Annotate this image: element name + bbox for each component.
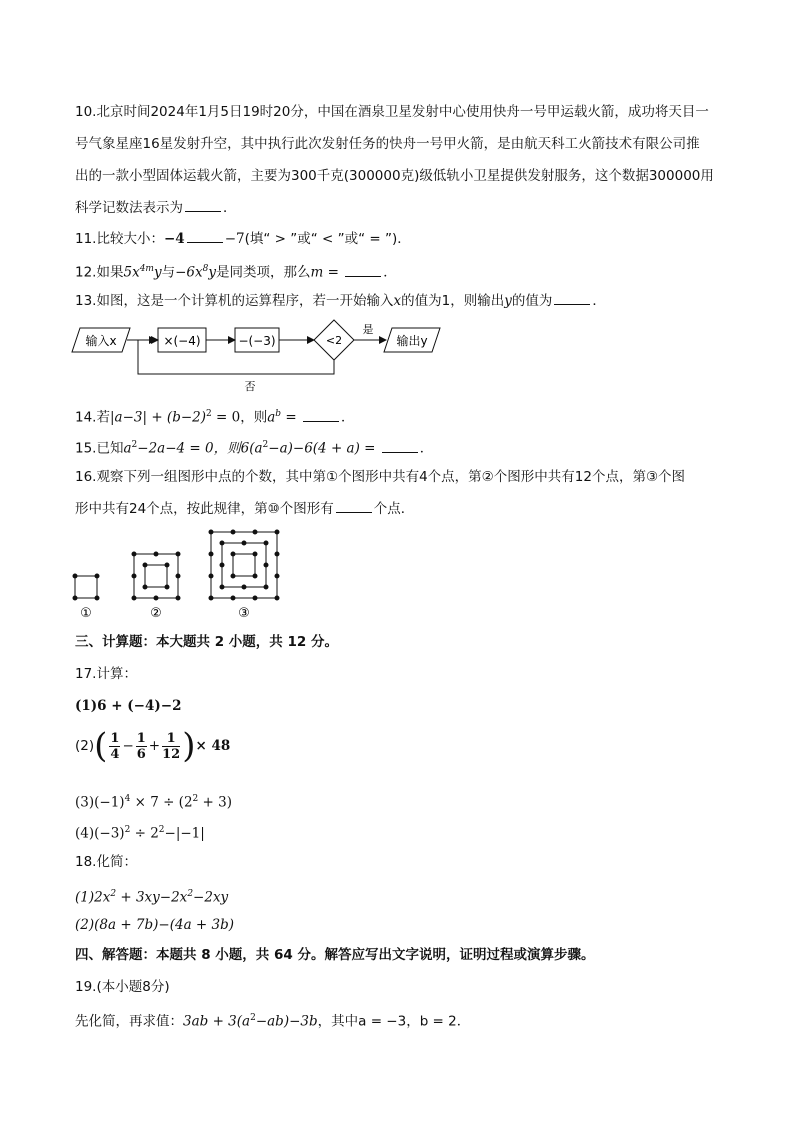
q15-prefix: 15.已知	[75, 440, 124, 457]
flow-no-label: 否	[244, 380, 256, 393]
q12-suffix: 是同类项，那么	[215, 264, 311, 281]
q10-line2: 号气象星座16星发射升空，其中执行此次发射任务的快舟一号甲火箭，是由航天科工火箭技术有限公司推	[75, 136, 700, 152]
fraction	[109, 731, 120, 762]
figure-3	[209, 530, 279, 600]
q17-p4-exp2: 2	[158, 825, 165, 835]
q10-line3: 出的一款小型固体运载火箭，主要为300千克(300000克)级低轨小卫星提供发射服务，这个数据300000用	[75, 168, 714, 184]
q15-expr1: a	[123, 440, 132, 457]
q15-expr2: −a)−6(4 + a) =	[268, 440, 380, 457]
q15: 15.已知$a^2-2a-4 = 0$，则$6(a^2-a)-6(4 + a)$ = ．	[75, 435, 433, 459]
q12-term1-exp: 4m	[139, 264, 154, 274]
q12-var: m	[310, 264, 324, 281]
numerator: 1	[110, 730, 120, 746]
q16-figures	[68, 528, 288, 620]
q17-part2	[75, 726, 230, 766]
q11	[75, 228, 411, 249]
q12-term1-y: y	[153, 264, 162, 281]
q19-exp: 2	[250, 1013, 256, 1023]
q12-term2-exp: 8	[202, 264, 209, 274]
q13-flowchart	[70, 318, 450, 396]
q19-heading: 19.(本小题8分)	[75, 979, 170, 995]
q18-p1-exp2: 2	[187, 889, 194, 899]
q13	[75, 290, 606, 311]
answer-blank[interactable]	[382, 438, 418, 453]
q16-line2	[75, 498, 414, 519]
q18-p1-exp1: 2	[110, 889, 117, 899]
q12-term2-y: y	[208, 264, 216, 281]
q19-cond: ，其中a = −3，b = 2．	[317, 1013, 471, 1030]
q14-end: ．	[340, 409, 355, 426]
q17-heading: 17.计算：	[75, 666, 137, 682]
answer-blank[interactable]	[554, 290, 590, 305]
q19-expr: 3ab + 3(a	[183, 1013, 251, 1030]
answer-blank[interactable]	[185, 197, 221, 212]
figure-2	[132, 552, 180, 600]
section-3-heading: 三、计算题：本大题共 2 小题，共 12 分。	[75, 634, 338, 650]
q17-p3-exp2: 2	[192, 794, 199, 804]
q11-b: −7	[224, 231, 245, 247]
figure-label-3: ③	[238, 606, 250, 620]
flow-cond-label: <2	[325, 334, 343, 347]
figure-1	[73, 574, 99, 600]
q18-part2: (2)(8a + 7b)−(4a + 3b)	[75, 917, 235, 933]
flow-op1-label: ×(−4)	[163, 334, 201, 348]
q15-expr1b: −2a−4 = 0，则6(a	[137, 440, 263, 457]
q13-y: y	[504, 293, 512, 309]
q16-line1: 16.观察下列一组图形中点的个数，其中第①个图形中共有4个点，第②个图形中共有12个点，第③个图	[75, 469, 686, 485]
figure-label-2: ②	[150, 606, 162, 620]
q14-expr: |a−3| + (b−2)	[109, 409, 207, 426]
flow-input-label: 输入x	[85, 334, 117, 348]
fraction	[162, 731, 180, 762]
q11-suffix: (填“ > ”或“ < ”或“ = ”)．	[244, 231, 411, 247]
flow-op2-label: −(−3)	[238, 334, 276, 348]
q14	[75, 404, 354, 428]
denominator: 4	[110, 746, 120, 762]
q18-part1	[75, 884, 228, 908]
q14-bexp: b	[275, 409, 282, 419]
q19-text: 先化简，再求值：	[75, 1013, 183, 1030]
q13-end: ．	[592, 293, 606, 309]
q13-x: x	[393, 293, 402, 309]
q17-p3-b: × 7 ÷ (2	[130, 794, 193, 811]
q10-line4	[75, 197, 237, 218]
operator: +	[148, 738, 161, 754]
numerator: 1	[136, 730, 146, 746]
q17-p2-prefix: (2)	[75, 738, 95, 754]
answer-blank[interactable]	[187, 228, 223, 243]
q12	[75, 259, 397, 283]
numerator: 1	[162, 731, 180, 747]
q18-p1-b: + 3xy−2x	[116, 889, 188, 906]
flow-output-label: 输出y	[396, 334, 428, 348]
q16-text-a: 形中共有24个点，按此规律，第⑩个图形有	[75, 501, 334, 517]
figure-label-1: ①	[80, 606, 92, 620]
q10-line1: 10.北京时间2024年1月5日19时20分，中国在酒泉卫星发射中心使用快舟一号甲运载火箭，成功将天目一	[75, 104, 709, 120]
q14-exp: 2	[206, 409, 212, 419]
q17-p4-a: (4)(−3)	[75, 825, 125, 842]
q15-end: ．	[419, 440, 434, 457]
q12-prefix: 12.如果	[75, 264, 124, 281]
q12-end: ．	[383, 264, 397, 281]
section-4-heading: 四、解答题：本题共 8 小题，共 64 分。解答应写出文字说明，证明过程或演算步骤。	[75, 947, 595, 963]
q19-expr2: −ab)−3b	[255, 1013, 318, 1030]
q18-heading: 18.化简：	[75, 854, 137, 870]
q17-p3-a: (3)(−1)	[75, 794, 125, 811]
q14-prefix: 14.若	[75, 409, 110, 426]
q10-end: ．	[223, 200, 237, 216]
fraction	[136, 731, 147, 762]
q17-p4-b: ÷ 2	[130, 825, 159, 842]
q12-mid: 与	[161, 264, 176, 281]
q18-p1-c: −2xy	[193, 889, 229, 906]
operator: −	[122, 738, 134, 754]
q11-prefix: 11.比较大小：	[75, 231, 164, 247]
q14-mid: = 0，则	[211, 409, 268, 426]
q12-term1: 5x	[123, 264, 140, 281]
q17-part4	[75, 820, 205, 844]
q18-p1-a: (1)2x	[75, 889, 111, 906]
q13-text3: 的值为	[511, 293, 553, 309]
q12-eq: =	[323, 264, 344, 281]
answer-blank[interactable]	[336, 498, 372, 513]
q13-text1: 13.如图，这是一个计算机的运算程序，若一开始输入	[75, 293, 394, 309]
q19-body	[75, 1008, 470, 1032]
q17-p2-tail: × 48	[195, 738, 231, 754]
q17-p3-c: + 3)	[198, 794, 233, 811]
q12-term2: −6x	[175, 264, 203, 281]
q13-text2: 的值为1，则输出	[401, 293, 505, 309]
q17-p4-c: −|−1|	[164, 825, 205, 842]
left-paren: (	[94, 726, 108, 766]
answer-blank[interactable]	[345, 262, 381, 277]
q17-part1: (1)6 + (−4)−2	[75, 698, 182, 714]
flow-yes-label: 是	[362, 323, 374, 336]
q10-text: 科学记数法表示为	[75, 200, 183, 216]
q14-eq: =	[281, 409, 301, 426]
denominator: 6	[136, 746, 146, 762]
right-paren: )	[182, 726, 196, 766]
q14-base: a	[267, 409, 276, 426]
denominator: 12	[162, 746, 181, 762]
q16-text-b: 个点．	[373, 501, 415, 517]
q17-part3	[75, 789, 232, 813]
answer-blank[interactable]	[303, 407, 339, 422]
q11-a: −4	[163, 231, 185, 247]
q17-p3-exp: 4	[124, 794, 131, 804]
q17-p4-exp: 2	[124, 825, 131, 835]
